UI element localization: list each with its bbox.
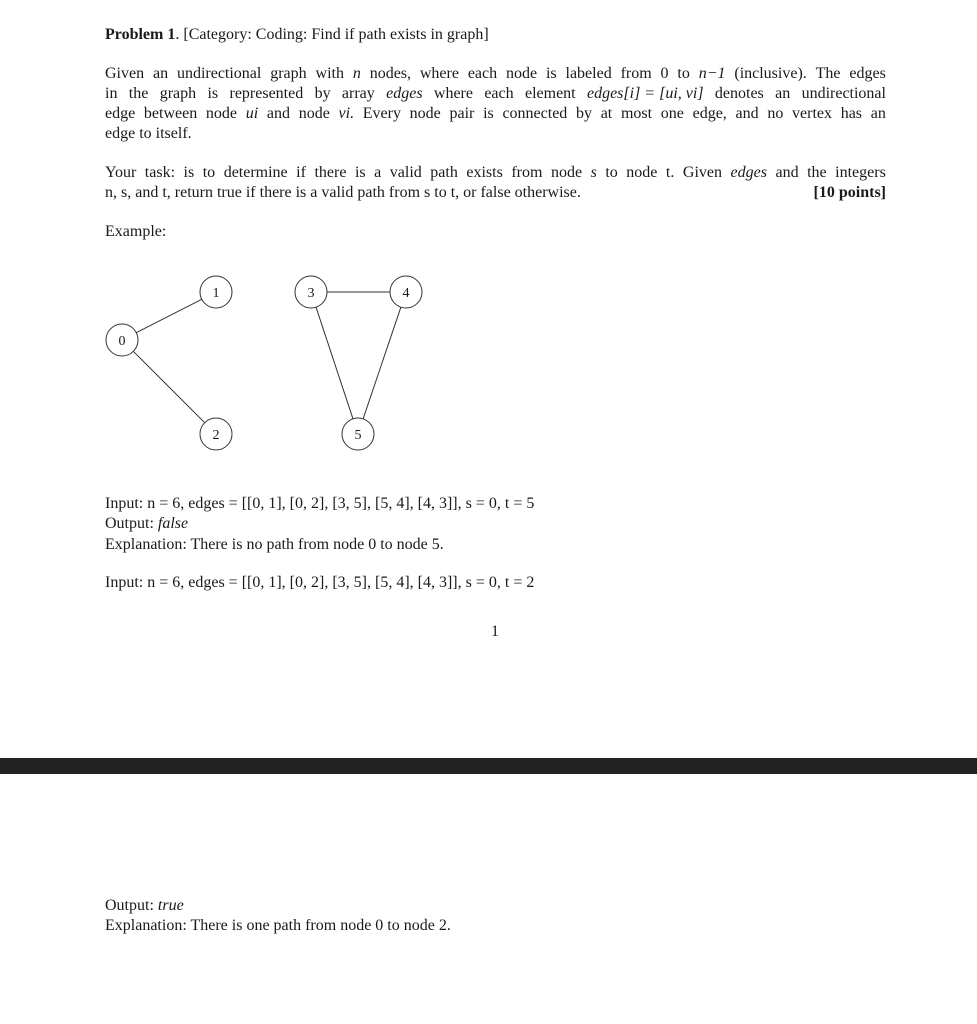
word: Every bbox=[362, 105, 401, 122]
example1-input: Input: n = 6, edges = [[0, 1], [0, 2], [3, 5], [5, 4], [4, 3]], s = 0, t = 5 bbox=[105, 495, 535, 512]
description-line-3 bbox=[105, 104, 886, 124]
problem-title-category: . [Category: Coding: Find if path exists in graph] bbox=[175, 26, 489, 43]
word: and bbox=[735, 105, 759, 122]
word: vi. bbox=[338, 105, 355, 122]
graph-node-label: 4 bbox=[402, 286, 410, 301]
word: t. bbox=[665, 164, 675, 181]
word: from bbox=[620, 65, 652, 82]
word: Given bbox=[682, 164, 722, 181]
example-label: Example: bbox=[105, 223, 167, 240]
word: integers bbox=[835, 164, 886, 181]
word: edges bbox=[386, 85, 423, 102]
word: no bbox=[767, 105, 784, 122]
graph-node-2 bbox=[200, 418, 232, 450]
word: to bbox=[202, 164, 216, 181]
word: one bbox=[660, 105, 684, 122]
graph-node-label: 0 bbox=[118, 334, 126, 349]
task-line-2 bbox=[105, 183, 886, 203]
word: vertex bbox=[792, 105, 832, 122]
page-number: 1 bbox=[491, 623, 499, 640]
word: and bbox=[775, 164, 799, 181]
word: node bbox=[298, 105, 330, 122]
points-label: [10 points] bbox=[813, 184, 886, 201]
word: is bbox=[354, 164, 366, 181]
word: connected bbox=[502, 105, 568, 122]
graph-edge-3-5 bbox=[316, 307, 353, 419]
word: n−1 bbox=[698, 65, 726, 82]
word: an bbox=[152, 65, 169, 82]
word: undirectional bbox=[801, 85, 886, 102]
task-line-2-text: n, s, and t, return true if there is a valid path from s to t, or false otherwise. bbox=[105, 184, 581, 201]
word: edges bbox=[849, 65, 886, 82]
word: element bbox=[524, 85, 576, 102]
output-label: Output: bbox=[105, 515, 158, 532]
word: an bbox=[870, 105, 886, 122]
word: where bbox=[433, 85, 473, 102]
description-line-2 bbox=[105, 84, 886, 104]
problem-title-bold: Problem 1 bbox=[105, 26, 176, 43]
word: node bbox=[550, 164, 583, 181]
word: pair bbox=[449, 105, 475, 122]
output-value: true bbox=[157, 897, 184, 914]
graph-edge-0-1 bbox=[136, 299, 202, 332]
example1-output bbox=[105, 514, 188, 534]
word: by bbox=[576, 105, 592, 122]
word: the bbox=[128, 85, 149, 102]
word: represented bbox=[229, 85, 304, 102]
word: and bbox=[266, 105, 290, 122]
graph-node-1 bbox=[200, 276, 232, 308]
graph-edge-0-2 bbox=[133, 351, 204, 422]
example1-explanation: Explanation: There is no path from node 0 to node 5. bbox=[105, 536, 444, 553]
word: node bbox=[626, 164, 658, 181]
word: between bbox=[143, 105, 198, 122]
word: s bbox=[590, 164, 597, 181]
word: ui bbox=[245, 105, 259, 122]
word: exists bbox=[466, 164, 503, 181]
example2-output bbox=[105, 896, 184, 916]
example2-explanation: Explanation: There is one path from node 0 to node 2. bbox=[105, 917, 451, 934]
output-label: Output: bbox=[105, 897, 158, 914]
word: there bbox=[314, 164, 347, 181]
word: where bbox=[419, 65, 459, 82]
word: undirectional bbox=[176, 65, 262, 82]
page-divider bbox=[0, 758, 977, 774]
word: n bbox=[352, 65, 361, 82]
word: if bbox=[296, 164, 306, 181]
word: array bbox=[341, 85, 375, 102]
word: each bbox=[484, 85, 514, 102]
word: determine bbox=[223, 164, 288, 181]
word: by bbox=[314, 85, 331, 102]
word: denotes bbox=[714, 85, 764, 102]
edges-definition: edges[i] = [ui, vi] bbox=[586, 85, 704, 102]
word: to bbox=[677, 65, 690, 82]
word: valid bbox=[389, 164, 422, 181]
word: from bbox=[511, 164, 543, 181]
word: the bbox=[807, 164, 827, 181]
example-graph bbox=[0, 270, 500, 470]
graph-node-0 bbox=[106, 324, 138, 356]
word: node bbox=[205, 105, 238, 122]
word: most bbox=[620, 105, 653, 122]
word: graph bbox=[270, 65, 307, 82]
graph-node-label: 1 bbox=[212, 286, 220, 301]
word: Your bbox=[105, 164, 137, 181]
word: 0 bbox=[660, 65, 669, 82]
word: Given bbox=[105, 65, 145, 82]
graph-node-label: 5 bbox=[354, 428, 362, 443]
word: labeled bbox=[565, 65, 612, 82]
word: edges bbox=[730, 164, 767, 181]
example2-input: Input: n = 6, edges = [[0, 1], [0, 2], [3, 5], [5, 4], [4, 3]], s = 0, t = 2 bbox=[105, 574, 535, 591]
graph-node-label: 2 bbox=[212, 428, 220, 443]
word: nodes, bbox=[369, 65, 412, 82]
word: edge, bbox=[692, 105, 727, 122]
word: path bbox=[430, 164, 458, 181]
task-line-1 bbox=[105, 163, 886, 183]
description-line-4: edge to itself. bbox=[105, 125, 192, 142]
problem-title bbox=[105, 25, 489, 45]
word: is bbox=[545, 65, 557, 82]
graph-node-5 bbox=[342, 418, 374, 450]
word: each bbox=[467, 65, 498, 82]
word: with bbox=[315, 65, 344, 82]
word: to bbox=[605, 164, 618, 181]
word: is bbox=[183, 164, 195, 181]
word: at bbox=[600, 105, 613, 122]
word: graph bbox=[159, 85, 197, 102]
graph-node-3 bbox=[295, 276, 327, 308]
word: edge bbox=[105, 105, 136, 122]
word: (inclusive). bbox=[734, 65, 807, 82]
word: is bbox=[207, 85, 219, 102]
word: has bbox=[840, 105, 863, 122]
word: task: bbox=[144, 164, 176, 181]
graph-node-4 bbox=[390, 276, 422, 308]
output-value: false bbox=[157, 515, 189, 532]
word: node bbox=[506, 65, 538, 82]
word: The bbox=[815, 65, 841, 82]
word: an bbox=[775, 85, 791, 102]
word: node bbox=[409, 105, 441, 122]
word: in bbox=[105, 85, 118, 102]
word: a bbox=[374, 164, 382, 181]
graph-edge-5-4 bbox=[363, 307, 401, 419]
word: is bbox=[483, 105, 494, 122]
graph-node-label: 3 bbox=[307, 286, 315, 301]
description-line-1 bbox=[105, 64, 886, 84]
